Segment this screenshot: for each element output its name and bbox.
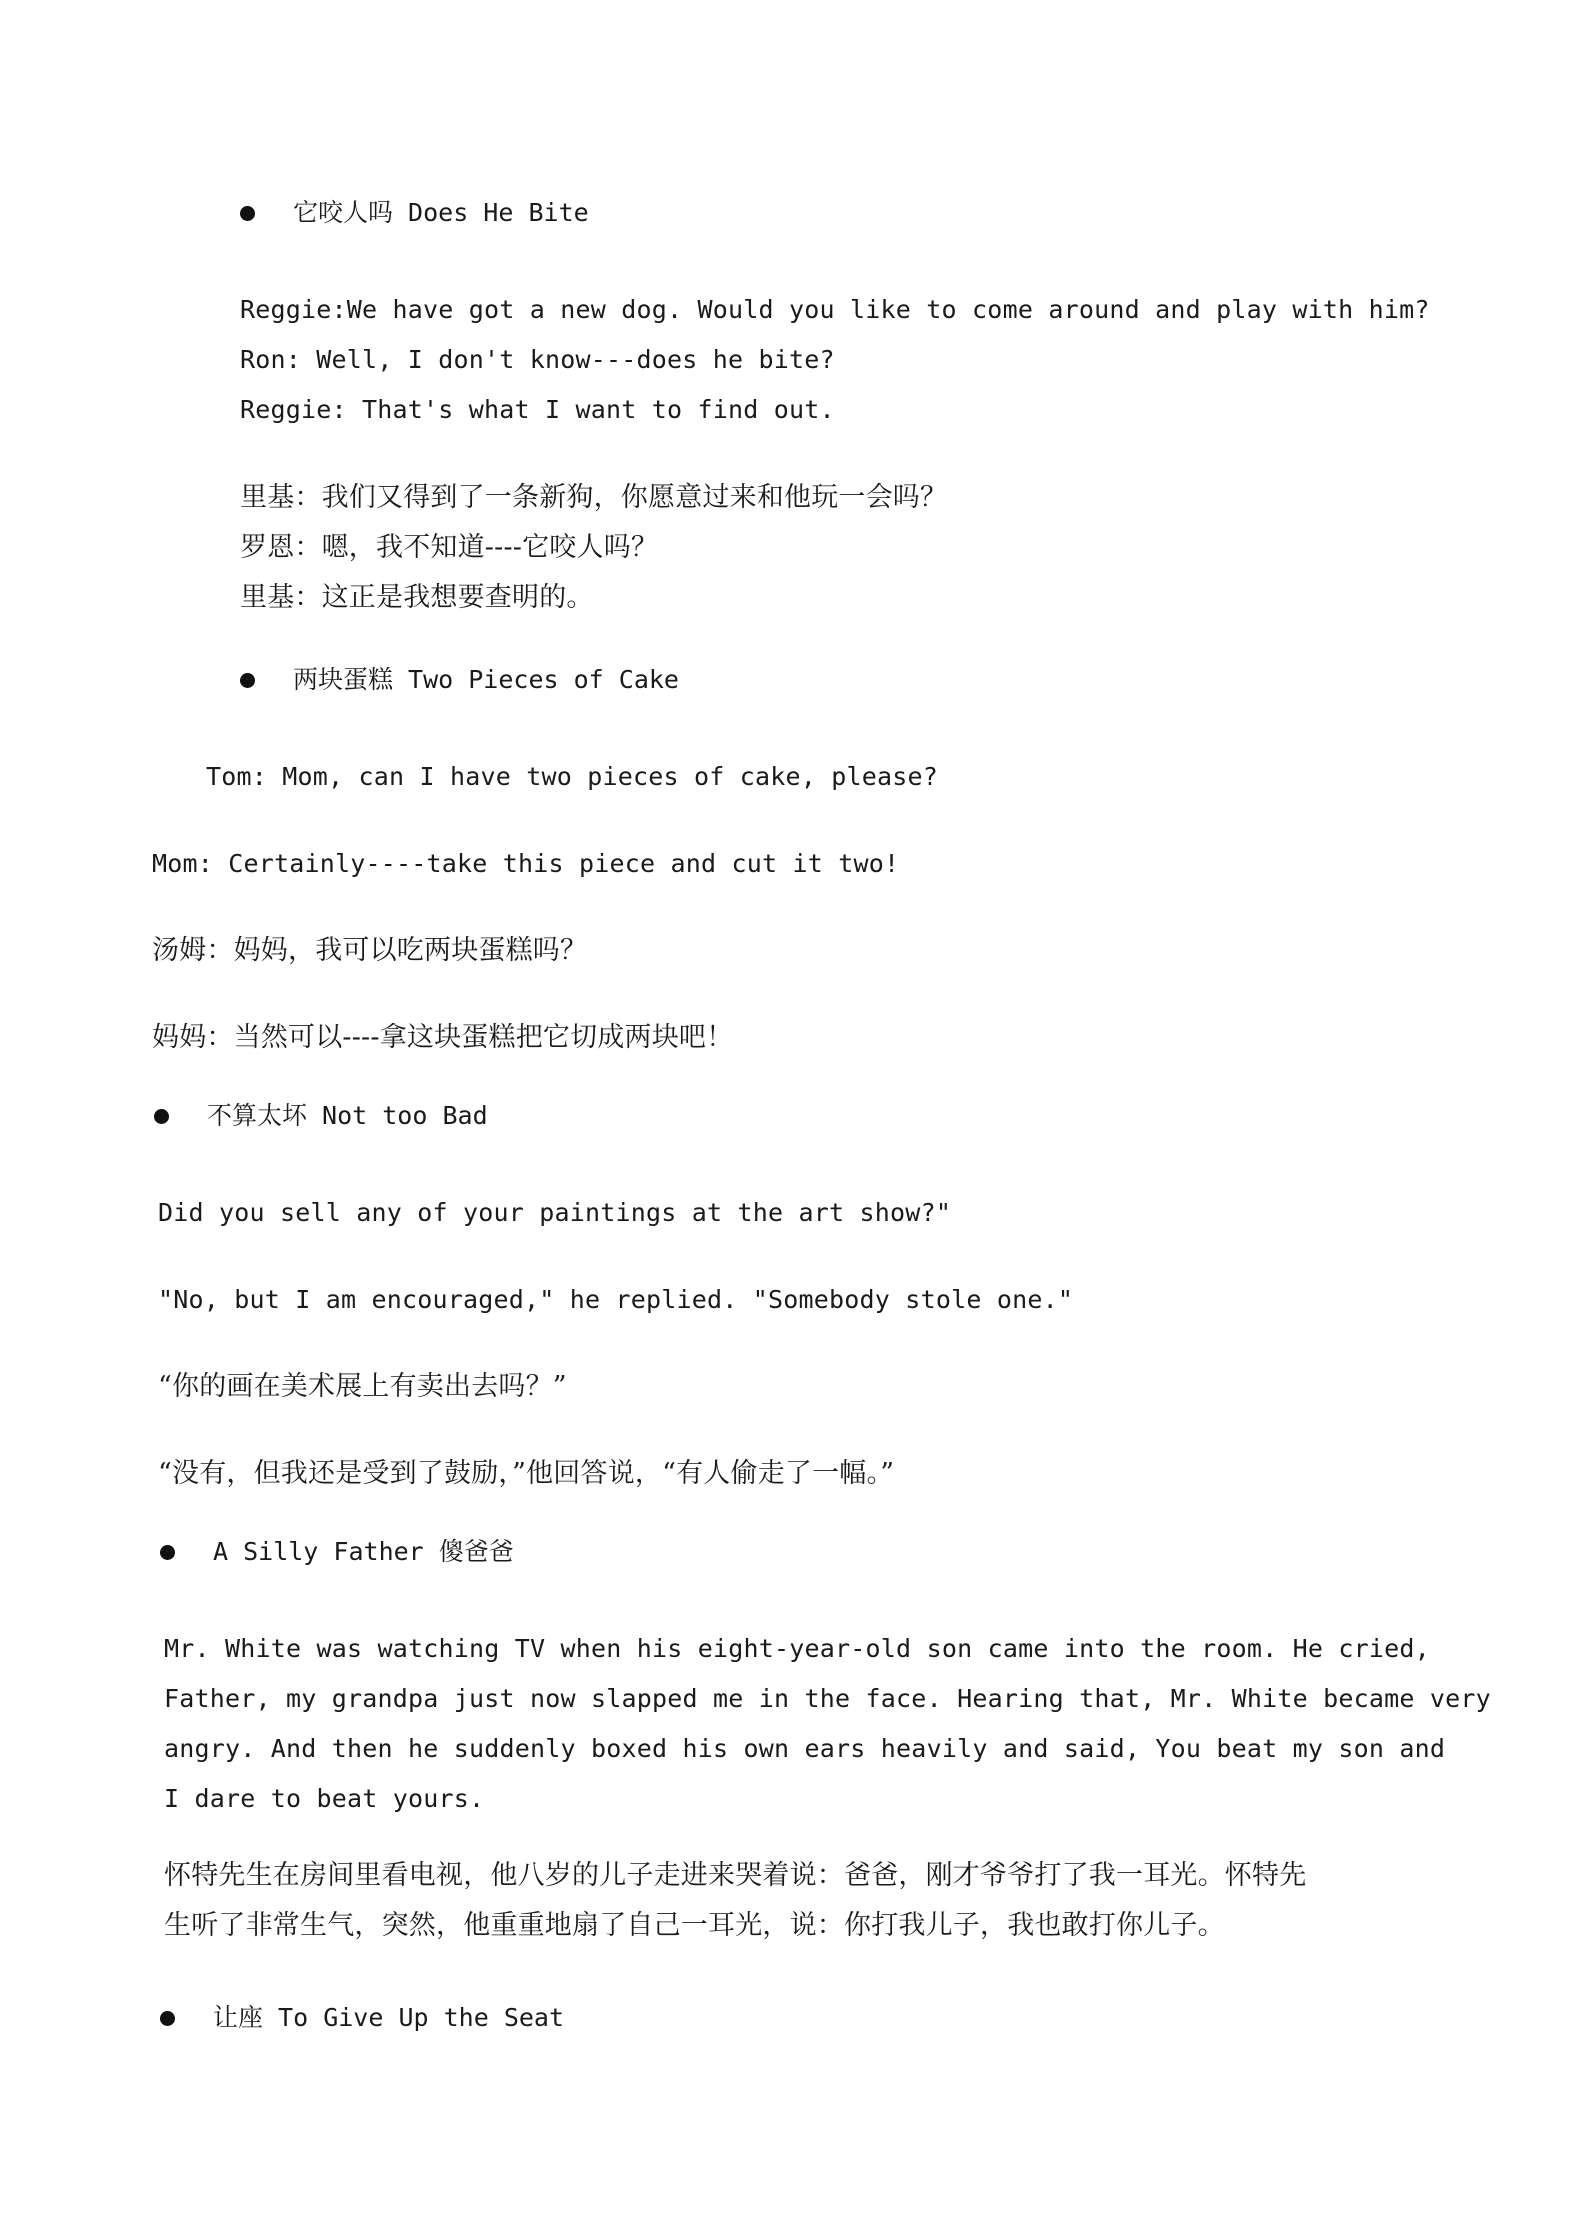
story-line: Mr. White was watching TV when his eight-year-old son came into the room. He cried, [164, 1634, 1430, 1663]
section-heading-does-he-bite [240, 196, 589, 230]
story-line: Father, my grandpa just now slapped me in the face. Hearing that, Mr. White became very [164, 1684, 1491, 1713]
section-heading-two-pieces-of-cake [240, 663, 679, 697]
dialogue-line: Reggie:We have got a new dog. Would you like to come around and play with him? [240, 295, 1430, 324]
bullet-icon [160, 2011, 175, 2026]
dialogue-line: Reggie: That's what I want to find out. [240, 395, 835, 424]
bullet-icon [240, 206, 255, 221]
bullet-icon [154, 1109, 169, 1124]
translation-line: 里基：我们又得到了一条新狗，你愿意过来和他玩一会吗？ [240, 482, 948, 513]
section-heading-silly-father [160, 1535, 514, 1569]
story-line: I dare to beat yours. [164, 1784, 485, 1813]
dialogue-line: Did you sell any of your paintings at the art show?" [158, 1198, 952, 1227]
dialogue-line: "No, but I am encouraged," he replied. "Somebody stole one." [158, 1285, 1074, 1314]
translation-line: 妈妈：当然可以----拿这块蛋糕把它切成两块吧！ [152, 1022, 734, 1053]
translation-line: 怀特先生在房间里看电视，他八岁的儿子走进来哭着说：爸爸，刚才爷爷打了我一耳光。怀特先 [164, 1860, 1307, 1891]
section-heading-not-too-bad [154, 1099, 488, 1133]
translation-line: 里基：这正是我想要查明的。 [240, 582, 594, 613]
bullet-icon [160, 1545, 175, 1560]
translation-line: 汤姆：妈妈，我可以吃两块蛋糕吗？ [152, 935, 588, 966]
translation-line: 生听了非常生气，突然，他重重地扇了自己一耳光，说：你打我儿子，我也敢打你儿子。 [164, 1910, 1225, 1941]
translation-line: 罗恩：嗯，我不知道----它咬人吗？ [240, 532, 659, 563]
dialogue-line: Tom: Mom, can I have two pieces of cake, please? [206, 762, 939, 791]
heading-text: A Silly Father 傻爸爸 [213, 1537, 514, 1566]
section-heading-give-up-seat [160, 2001, 564, 2035]
heading-text: 让座 To Give Up the Seat [213, 2003, 565, 2032]
heading-text: 两块蛋糕 Two Pieces of Cake [293, 665, 679, 694]
dialogue-line: Ron: Well, I don't know---does he bite? [240, 345, 835, 374]
translation-line: “没有，但我还是受到了鼓励，”他回答说，“有人偷走了一幅。” [158, 1458, 895, 1489]
translation-line: “你的画在美术展上有卖出去吗？” [158, 1371, 567, 1402]
heading-text: 它咬人吗 Does He Bite [293, 198, 589, 227]
heading-text: 不算太坏 Not too Bad [207, 1101, 488, 1130]
bullet-icon [240, 673, 255, 688]
story-line: angry. And then he suddenly boxed his own ears heavily and said, You beat my son and [164, 1734, 1446, 1763]
dialogue-line: Mom: Certainly----take this piece and cut it two! [152, 849, 900, 878]
